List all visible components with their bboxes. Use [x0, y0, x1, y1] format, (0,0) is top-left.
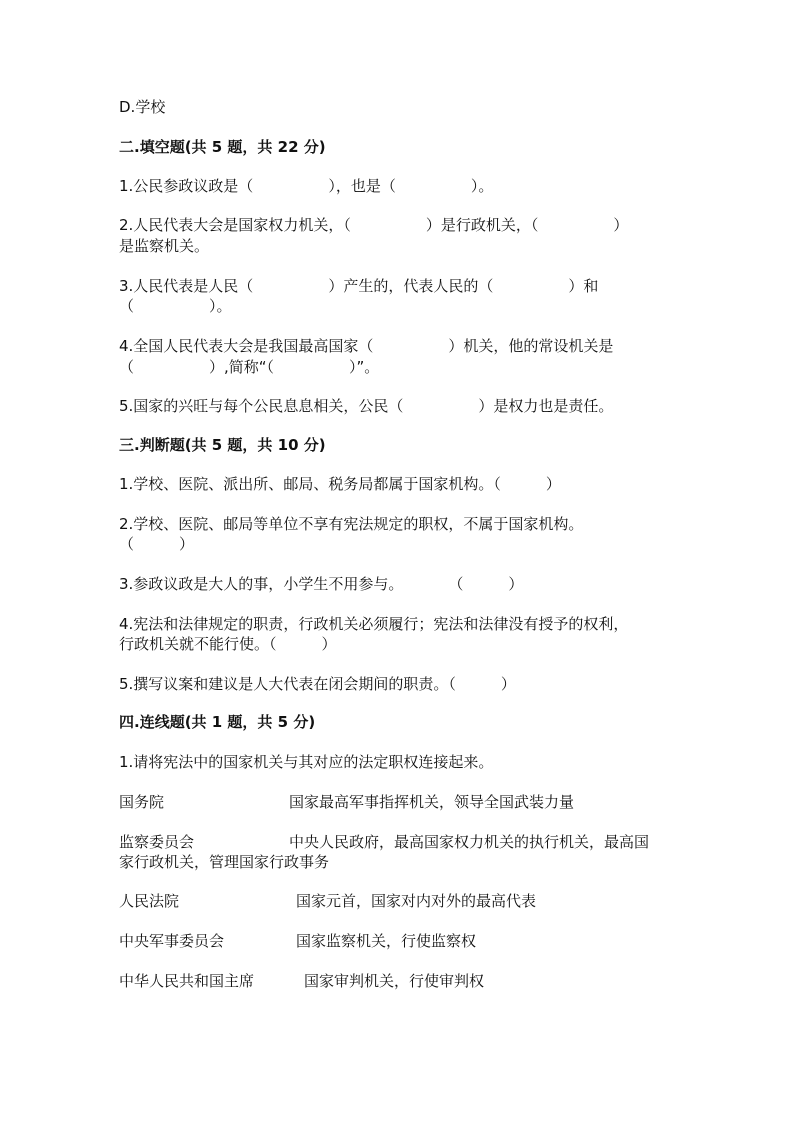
matching-left-item: 国务院: [119, 793, 165, 811]
section-heading-true-false: 三.判断题(共 5 题，共 10 分): [119, 436, 326, 454]
true-false-q2-line2: （ ）: [119, 535, 195, 553]
fill-blank-q4-line2: （ ）,简称“（ ）”。: [119, 358, 380, 376]
true-false-q3: 3.参政议政是大人的事，小学生不用参与。 （ ）: [119, 575, 524, 593]
matching-right-item: 国家最高军事指挥机关，领导全国武装力量: [289, 793, 575, 811]
matching-q1: 1.请将宪法中的国家机关与其对应的法定职权连接起来。: [119, 753, 494, 771]
fill-blank-q2-line2: 是监察机关。: [119, 237, 210, 255]
matching-left-item: 中华人民共和国主席: [119, 972, 255, 990]
true-false-q4-line2: 行政机关就不能行使。（ ）: [119, 635, 337, 653]
matching-right-item: 中央人民政府，最高国家权力机关的执行机关，最高国: [289, 833, 650, 851]
fill-blank-q4-line1: 4.全国人民代表大会是我国最高国家（ ）机关，他的常设机关是: [119, 337, 614, 355]
matching-left-item: 监察委员会: [119, 833, 195, 851]
option-d: D.学校: [119, 98, 166, 116]
true-false-q5: 5.撰写议案和建议是人大代表在闭会期间的职责。（ ）: [119, 675, 516, 693]
fill-blank-q2-line1: 2.人民代表大会是国家权力机关，（ ）是行政机关，（ ）: [119, 216, 629, 234]
matching-left-item: 人民法院: [119, 892, 180, 910]
fill-blank-q1: 1.公民参政议政是（ ），也是（ ）。: [119, 177, 494, 195]
section-heading-fill-blank: 二.填空题(共 5 题，共 22 分): [119, 138, 326, 156]
matching-left-item: 中央军事委员会: [119, 932, 225, 950]
section-heading-matching: 四.连线题(共 1 题，共 5 分): [119, 713, 316, 731]
fill-blank-q5: 5.国家的兴旺与每个公民息息相关，公民（ ）是权力也是责任。: [119, 397, 614, 415]
true-false-q1: 1.学校、医院、派出所、邮局、税务局都属于国家机构。（ ）: [119, 475, 561, 493]
true-false-q2-line1: 2.学校、医院、邮局等单位不享有宪法规定的职权，不属于国家机构。: [119, 515, 584, 533]
fill-blank-q3-line1: 3.人民代表是人民（ ）产生的，代表人民的（ ）和: [119, 277, 599, 295]
true-false-q4-line1: 4.宪法和法律规定的职责，行政机关必须履行；宪法和法律没有授予的权利，: [119, 615, 629, 633]
matching-right-item: 国家元首，国家对内对外的最高代表: [296, 892, 537, 910]
matching-right-item: 国家审判机关，行使审判权: [304, 972, 485, 990]
matching-right-item-continued: 家行政机关，管理国家行政事务: [119, 853, 330, 871]
fill-blank-q3-line2: （ ）。: [119, 297, 232, 315]
matching-right-item: 国家监察机关，行使监察权: [296, 932, 477, 950]
